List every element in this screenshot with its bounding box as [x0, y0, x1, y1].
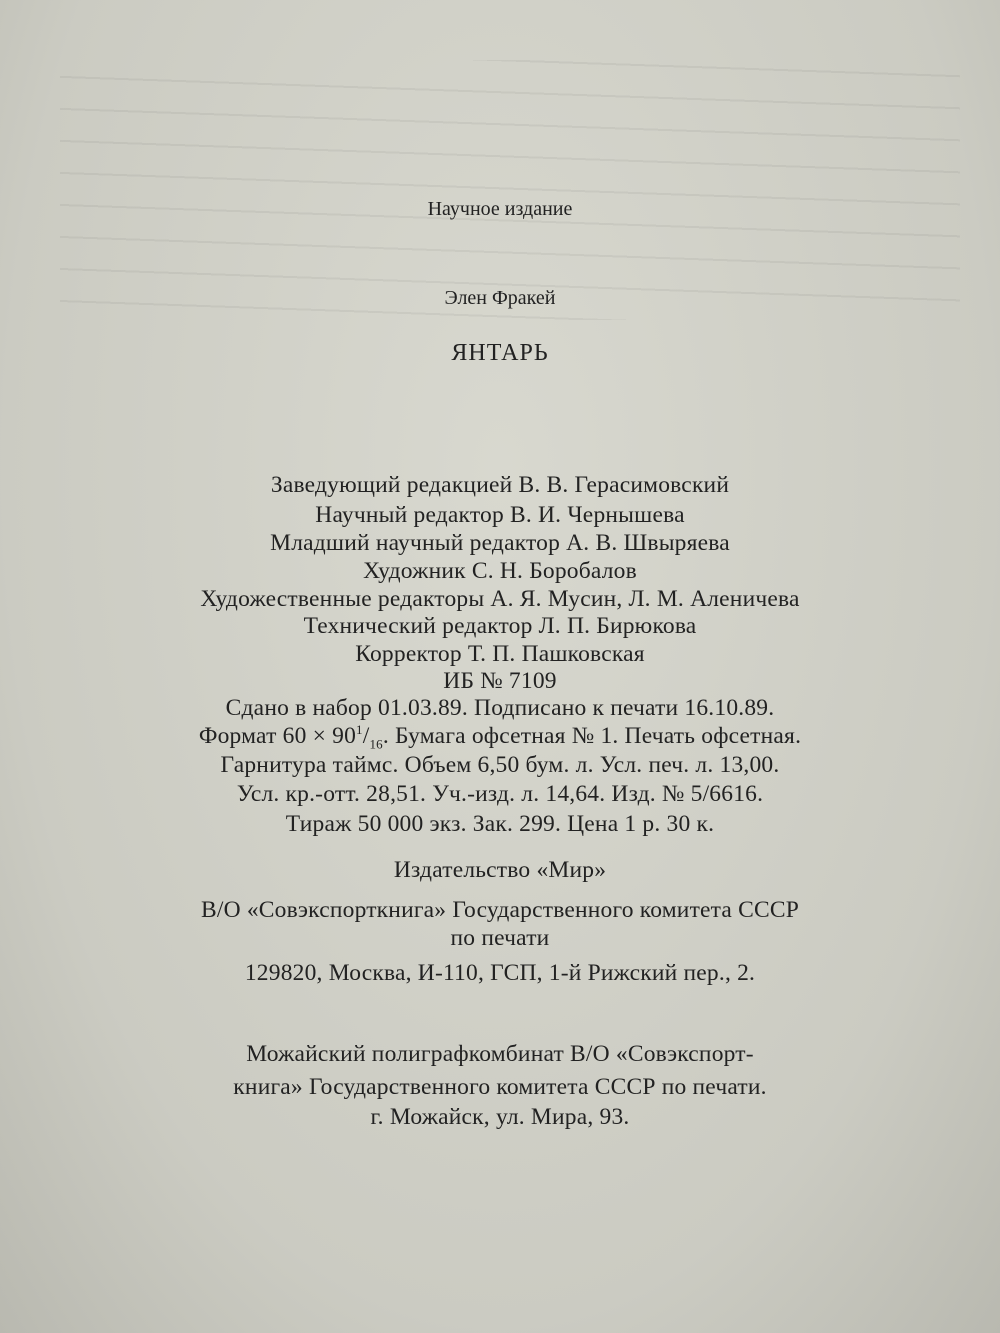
publisher-line: Издательство «Мир»: [393, 857, 607, 883]
printer-line: книга» Государственного комитета СССР по печати.: [233, 1074, 767, 1100]
format-sup: 1: [356, 722, 363, 737]
publisher-line: В/О «Совэкспорткнига» Государственного комитета СССР: [200, 897, 800, 923]
series-label: Научное издание: [427, 198, 573, 220]
credit-line: Научный редактор В. И. Чернышева: [315, 502, 685, 528]
credit-line: Младший научный редактор А. В. Швыряева: [270, 530, 730, 556]
credit-line: Заведующий редакцией В. В. Герасимовский: [270, 472, 730, 498]
format-line: Формат $60 \times 90^1/_{16}$. Бумага офсетная № 1. Печать офсетная.: [198, 722, 802, 752]
print-line: Гарнитура таймс. Объем 6,50 бум. л. Усл. печ. л. 13,00.: [220, 752, 780, 778]
format-suffix: . Бумага офсетная № 1. Печать офсетная.: [382, 722, 802, 749]
print-line: Усл. кр.-отт. 28,51. Уч.-изд. л. 14,64. Изд. № 5/6616.: [236, 781, 764, 807]
credit-line: ИБ № 7109: [443, 668, 557, 694]
credit-line: Сдано в набор 01.03.89. Подписано к печати 16.10.89.: [225, 695, 775, 721]
author-name: Элен Фракей: [444, 287, 556, 309]
credit-line: Художественные редакторы А. Я. Мусин, Л. М. Аленичева: [200, 586, 800, 612]
bleed-through-text: [60, 60, 960, 320]
publisher-address: 129820, Москва, И-110, ГСП, 1-й Рижский пер., 2.: [244, 960, 756, 986]
publisher-line: по печати: [450, 925, 550, 951]
credit-line: Технический редактор Л. П. Бирюкова: [303, 613, 697, 639]
credit-line: Художник С. Н. Боробалов: [363, 558, 637, 584]
printer-line: Можайский полиграфкомбинат В/О «Совэкспорт-: [246, 1041, 754, 1067]
print-line: Тираж 50 000 экз. Зак. 299. Цена 1 р. 30 к.: [285, 811, 715, 837]
printer-address: г. Можайск, ул. Мира, 93.: [370, 1104, 630, 1130]
format-prefix: Формат 60 × 90: [198, 722, 357, 749]
format-sub: 16: [369, 736, 383, 752]
book-title: ЯНТАРЬ: [451, 340, 549, 366]
credit-line: Корректор Т. П. Пашковская: [355, 641, 645, 667]
